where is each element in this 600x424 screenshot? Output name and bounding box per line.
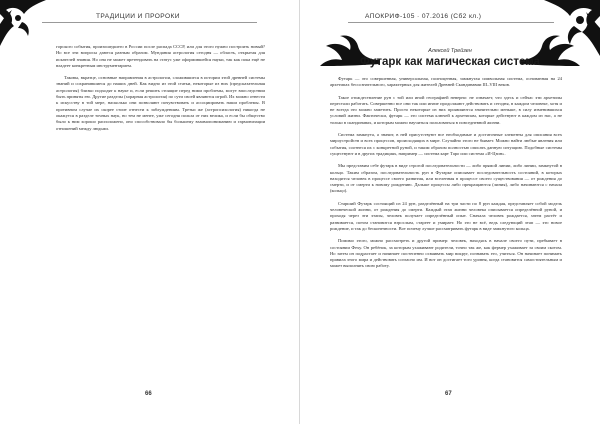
body-text [56, 44, 265, 138]
page-number: 67 [445, 391, 452, 397]
right-page [300, 0, 600, 424]
paragraph: Таковы, вкратце, основные направления в астрологии, сложившиеся в истории этой древней системы знаний и сохранившиеся до наших дней. Как видно из этой статьи, некоторые из них (предсказательная астрология) близко подходят к науке и, если решить стоящие перед ними проблемы, могут впоследствии быть приняты ею. Другие разделы (хорарная астрология) по сути своей являются игрой. Их можно отнести к искусству в той мере, насколько они позволяют почувствовать и ассоциировать наши проблемы. В противном случае их скорее стоит отнести к заблуждениям. Третьи же (астропсихология) никогда не окажутся в разделе точных наук, но тем не менее, уже сегодня польза от них велика, и если бы общество было к ним хорошо расположено, оно способствовало бы большему взаимопониманию и гармонизации отношений между людьми. [56, 75, 265, 131]
ornament-corner-icon [0, 0, 46, 46]
header-rule [348, 22, 554, 23]
paragraph: Помимо этого, можно рассмотреть и другой пример: человек, находясь в начале своего пути, пребывает в состоянии Феху. Он ребёнок, за которым ухаживают родители, точно так же, как фермер ухаживает за своим скотом. Но затем он подрастает и начинает постепенно осваивать мир вокруг, познавать его, учиться. Он начинает понимать правила этого мира и действовать согласно им. И вот он достигает того уровня, когда становится самостоятельным и может выполнять свою работу. [330, 238, 562, 269]
paragraph: Старший Футарк состоящий из 24 рун, разделённый на три части по 8 рун каждая, представляет собой модель человеческой жизни, от рождения до смерти. Каждый этап жизни человека описывается определённой руной, и проходя через эти этапы, человек получает определённый опыт. Сначала человек рождается, затем растёт и развивается, потом становится взрослым, стареет и умирает. Но это не всё, ведь следующий этап — это новое рождение, и так до бесконечности. Вот почему лучше рассматривать футарк в виде замкнутого кольца. [330, 200, 562, 231]
ornament-top-left [0, 0, 46, 46]
paragraph: Футарк — это совершенная, универсальная, полноценная, замкнутая символьная система, основанная на 24 архетипах бессознательного, характерных для жителей Древней Скандинавии III–VIII веков. [330, 76, 562, 88]
paragraph: Мы представим себе футарк в виде строгой последовательности — либо прямой линии, либо линии, замкнутой в кольцо. Таким образом, последовательность рун в Футарке описывает последовательность состояний, в которых находится человек в процессе своего развития, или вселенная в процессе своего существования — от рождения до смерти, и от смерти к новому рождению. Дальше процессы либо прекращаются (линия), либо начинаются с начала (кольцо). [330, 163, 562, 194]
page-number: 66 [145, 391, 152, 397]
paragraph: Такое отождествление рун с той или иной географией неверно: не означает, что здесь и сейчас эти архетипы перестали работать. Совершенно все они так или иначе продолжают действовать и сегодня, в каждом человеке, хотя и не всегда это можно заметить. Просто некоторые из них проявляются значительно меньше, в силу изменившихся условий жизни. Фактически, футарк — это система ключей к архетипам, которые действуют в каждом из нас, а не только в скандинавах, и которым можно научиться пользоваться в повседневной жизни. [330, 94, 562, 125]
paragraph: Система замкнута, а значит, в ней присутствуют все необходимые и достаточные элементы для описания всех мироустройств и всех процессов, происходящих в мире. Случайно этого не бывает. Можно найти любые явления или события, соотнеся их с конкретной руной, и таким образом полностью описать данную ситуацию. Подобные системы существуют и в других традициях, например — система карт Таро или система «И-Цзин». [330, 132, 562, 156]
article-title: Футарк как магическая система [360, 56, 540, 68]
header-rule [42, 22, 257, 23]
page-header: ТРАДИЦИИ И ПРОРОКИ [96, 13, 180, 20]
body-text [330, 76, 562, 276]
page-header: АПОКРИФ-105 · 07.2016 (Сб2 кл.) [365, 13, 482, 20]
paragraph: горского события, произошедшего в России после распада СССР, или для этого нужно построить новый? Но все эти вопросы даются разным образом. Мундания астрология сегодня — область, открытая для искателей знания. Но она не может претендовать на статус уже оформившейся науки, так как пока ещё не владеет конкретным инструментарием. [56, 44, 265, 68]
article-author: Алексей Трейзен [428, 48, 472, 54]
